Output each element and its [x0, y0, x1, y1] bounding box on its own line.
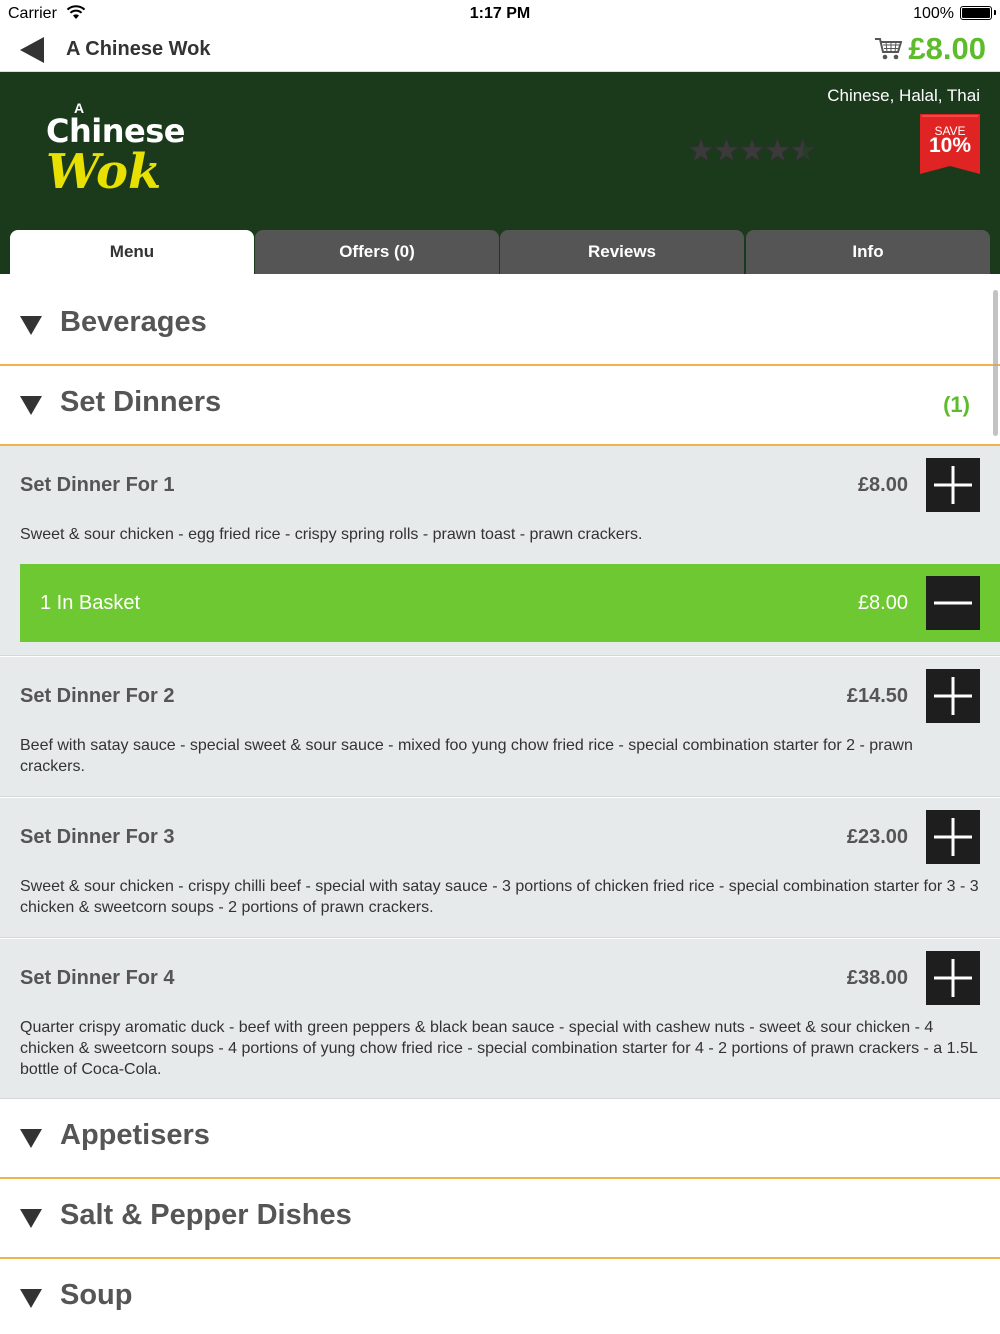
section-beverages[interactable]	[0, 286, 1000, 366]
item-price: £38.00	[846, 967, 908, 989]
section-basket-count: (1)	[943, 392, 970, 417]
collapse-triangle-icon	[20, 396, 42, 416]
tab-info[interactable]: Info	[746, 230, 990, 274]
save-percent: 10%	[928, 134, 972, 157]
section-set-dinners[interactable]	[0, 366, 1000, 446]
menu-item-set-dinner-4	[0, 939, 1000, 1099]
add-plus-icon[interactable]	[926, 669, 980, 723]
section-title: Salt & Pepper Dishes	[60, 1199, 352, 1231]
add-plus-icon[interactable]	[926, 458, 980, 512]
scrollbar[interactable]	[993, 290, 998, 436]
star-icon	[791, 138, 816, 162]
rating-stars	[688, 136, 818, 164]
add-plus-icon[interactable]	[926, 810, 980, 864]
collapse-triangle-icon	[20, 316, 42, 336]
star-icon	[740, 138, 765, 162]
tab-menu[interactable]: Menu	[10, 230, 254, 274]
status-bar	[0, 0, 1000, 28]
tab-offers[interactable]: Offers (0)	[255, 230, 499, 274]
collapse-triangle-icon	[20, 1129, 42, 1149]
restaurant-logo	[40, 100, 185, 200]
item-name: Set Dinner For 3	[20, 826, 175, 848]
basket-label: 1 In Basket	[40, 592, 141, 614]
menu-item-set-dinner-2	[0, 657, 1000, 797]
section-appetisers[interactable]	[0, 1099, 1000, 1179]
item-price: £8.00	[857, 474, 908, 496]
item-name: Set Dinner For 4	[20, 967, 175, 989]
nav-title: A Chinese Wok	[66, 38, 211, 60]
basket-price: £8.00	[857, 592, 908, 614]
remove-minus-icon[interactable]	[926, 576, 980, 630]
item-description: Quarter crispy aromatic duck - beef with green peppers & black bean sauce - special with cashew nuts - sweet & sour chicken - 4 chicken & sweetcorn soups - 4 portions of yung chow fried rice - special combination starter for 4 - 2 portions of prawn crackers - a 1.5L bottle of Coca-Cola.	[20, 1019, 978, 1078]
clock: 1:17 PM	[469, 5, 531, 22]
in-basket-bar	[20, 564, 1000, 642]
cart-icon[interactable]	[874, 36, 902, 62]
add-plus-icon[interactable]	[926, 951, 980, 1005]
star-icon	[689, 138, 714, 162]
battery-icon	[960, 6, 992, 20]
logo-text-chinese: Chinese	[46, 112, 185, 150]
carrier-label: Carrier	[8, 5, 57, 22]
section-soup[interactable]	[0, 1259, 1000, 1334]
star-icon	[765, 138, 790, 162]
back-arrow-icon[interactable]	[18, 36, 48, 64]
logo-text-a: A	[74, 100, 85, 116]
item-name: Set Dinner For 1	[20, 474, 175, 496]
tab-bar	[10, 230, 990, 274]
battery-percent: 100%	[913, 5, 954, 22]
section-title: Beverages	[60, 306, 207, 338]
item-name: Set Dinner For 2	[20, 685, 175, 707]
cart-total[interactable]: £8.00	[908, 31, 986, 66]
logo-text-wok: Wok	[46, 144, 162, 200]
item-description: Beef with satay sauce - special sweet & sour sauce - mixed foo yung chow fried rice - special combination starter for 2 - prawn crackers.	[20, 737, 913, 775]
section-title: Set Dinners	[60, 386, 222, 418]
item-description: Sweet & sour chicken - crispy chilli beef - special with satay sauce - 3 portions of chicken fried rice - special combination starter for 3 - 3 chicken & sweetcorn soups - 2 portions of prawn crackers.	[20, 878, 979, 916]
star-icon	[714, 138, 739, 162]
save-label: SAVE	[934, 124, 966, 138]
cuisine-tags: Chinese, Halal, Thai	[827, 86, 980, 105]
section-title: Appetisers	[60, 1119, 210, 1151]
tab-reviews[interactable]: Reviews	[500, 230, 744, 274]
nav-bar	[0, 28, 1000, 72]
item-price: £14.50	[846, 685, 908, 707]
item-price: £23.00	[846, 826, 908, 848]
collapse-triangle-icon	[20, 1209, 42, 1229]
section-salt-pepper-dishes[interactable]	[0, 1179, 1000, 1259]
collapse-triangle-icon	[20, 1289, 42, 1309]
menu-item-set-dinner-3	[0, 798, 1000, 938]
save-badge	[920, 114, 980, 180]
item-description: Sweet & sour chicken - egg fried rice - crispy spring rolls - prawn toast - prawn crackers.	[20, 526, 643, 543]
section-title: Soup	[60, 1279, 133, 1311]
